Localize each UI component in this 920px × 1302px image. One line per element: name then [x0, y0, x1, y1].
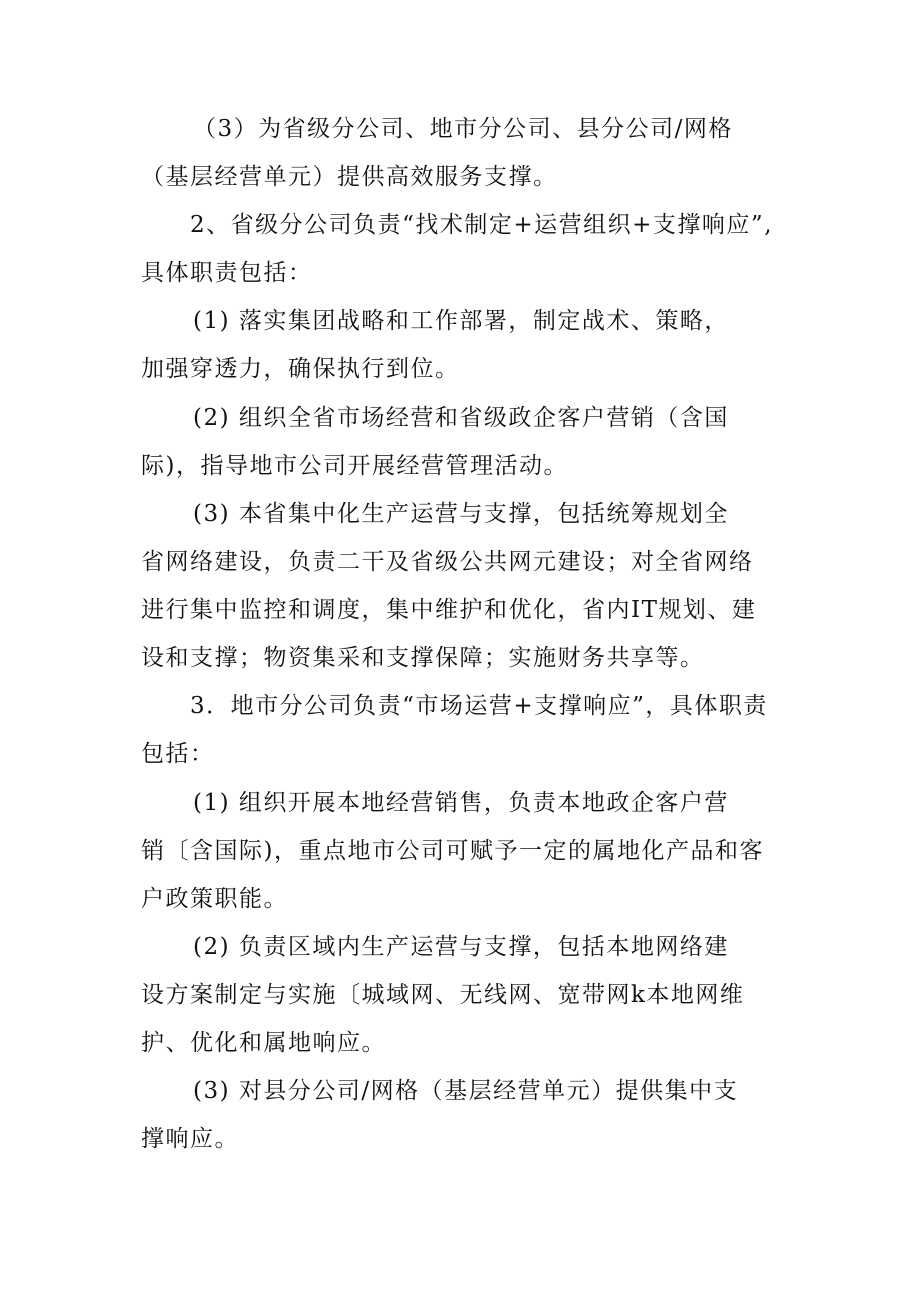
paragraph-5-line-1: (3) 本省集中化生产运营与支撑，包括统筹规划全: [193, 501, 729, 527]
paragraph-8-line-1: (2) 负责区域内生产运营与支撑，包括本地网络建: [193, 934, 729, 960]
paragraph-5-line-2: 省网络建设，负责二干及省级公共网元建设；对全省网络: [141, 549, 754, 575]
paragraph-7-line-3: 户政策职能。: [141, 886, 288, 912]
paragraph-6-line-2: 包括：: [141, 741, 215, 767]
paragraph-3-line-1: (1) 落实集团战略和工作部署，制定战术、策略，: [193, 308, 729, 334]
paragraph-5-line-3: 进行集中监控和调度，集中维护和优化，省内IT规划、建: [141, 597, 757, 623]
paragraph-2-line-2: 具体职责包括：: [141, 260, 313, 286]
paragraph-8-line-2: 设方案制定与实施〔城域网、无线网、宽带网k本地网维: [141, 982, 745, 1008]
paragraph-2-line-1: 2、省级分公司负责“找术制定+运营组织+支撑响应”,: [190, 212, 774, 238]
paragraph-5-line-4: 设和支撑；物资集采和支撑保障；实施财务共享等。: [141, 645, 705, 671]
paragraph-1-line-1: （3）为省级分公司、地市分公司、县分公司/网格: [193, 116, 733, 142]
paragraph-1-line-2: （基层经营单元）提供高效服务支撑。: [141, 164, 558, 190]
paragraph-4-line-2: 际)，指导地市公司开展经营管理活动。: [141, 453, 568, 479]
paragraph-6-line-1: 3．地市分公司负责“市场运营+支撑响应”，具体职责: [190, 693, 768, 719]
paragraph-9-line-2: 撑响应。: [141, 1126, 239, 1152]
paragraph-4-line-1: (2) 组织全省市场经营和省级政企客户营销（含国: [193, 405, 729, 431]
paragraph-7-line-1: (1) 组织开展本地经营销售，负责本地政企客户营: [193, 790, 729, 816]
paragraph-8-line-3: 护、优化和属地响应。: [141, 1030, 386, 1056]
paragraph-9-line-1: (3) 对县分公司/网格（基层经营单元）提供集中支: [193, 1078, 739, 1104]
paragraph-7-line-2: 销〔含国际)，重点地市公司可赋予一定的属地化产品和客: [141, 838, 764, 864]
paragraph-3-line-2: 加强穿透力，确保执行到位。: [141, 356, 460, 382]
